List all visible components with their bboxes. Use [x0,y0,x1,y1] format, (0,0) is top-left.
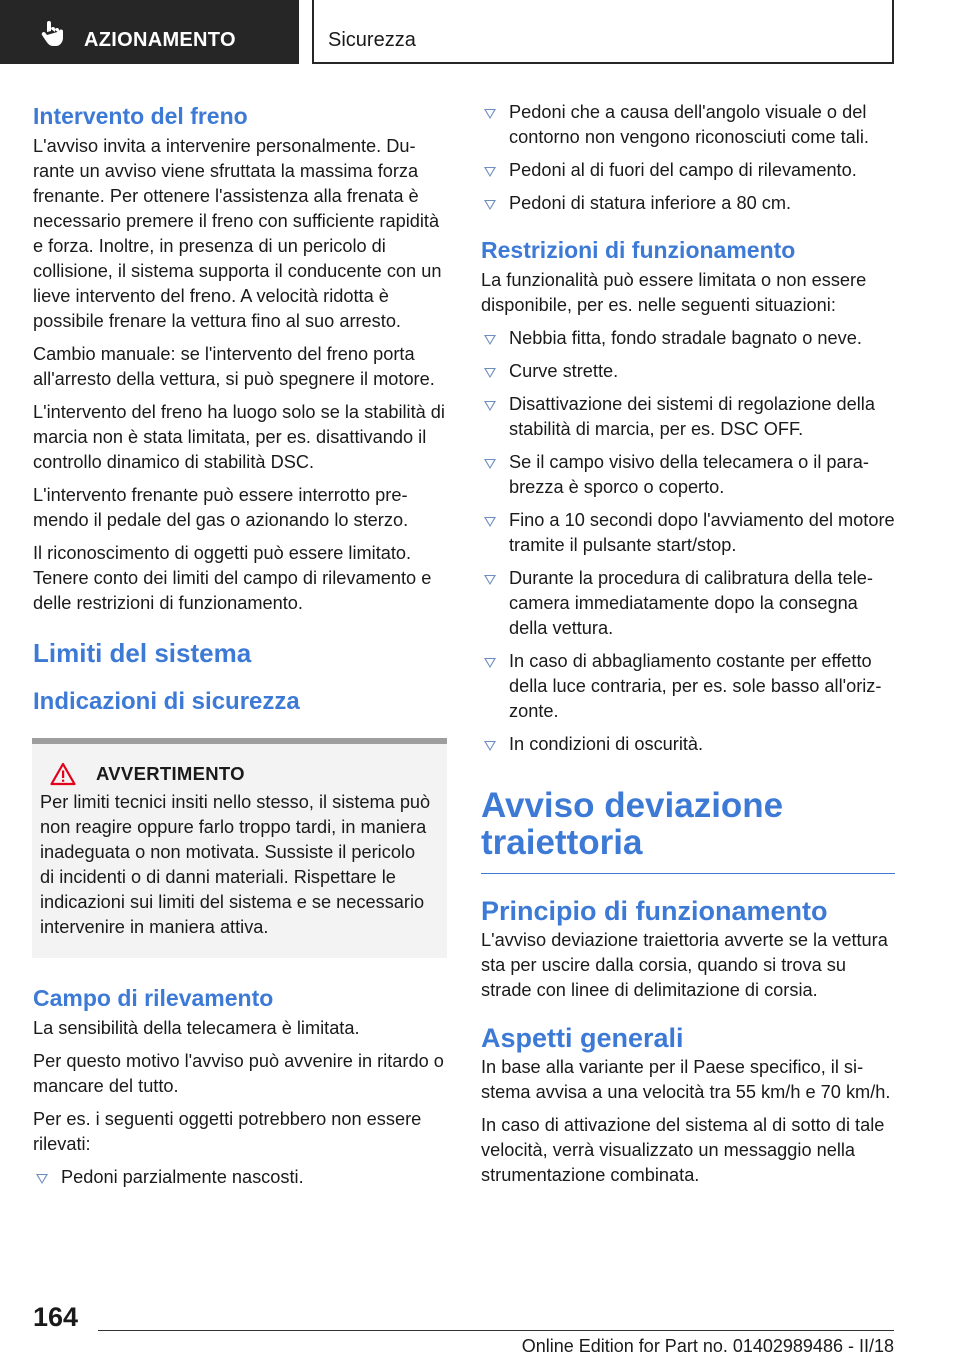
header-section-tab [0,0,299,64]
heading-restrizioni: Restrizioni di funzionamento [481,237,796,263]
paragraph: La sensibilità della telecamera è limitata. [33,1018,360,1038]
paragraph: Per questo motivo l'avviso può avvenire in ritardo o mancare del tutto. [33,1051,444,1096]
paragraph: In caso di attivazione del sistema al di sotto di tale velocità, verrà visualizzato un messaggio nella strumentazione combinata. [481,1115,885,1185]
warning-text: Per limiti tecnici insiti nello stesso, il sistema può non reagire oppure farlo troppo tardi, in maniera inadeguata o non motivata. Sussiste il pericolo di incidenti o di danni materiali. Rispettare le indicazioni sui limiti del sistema e se necessario intervenire in maniera attiva. [40,792,431,937]
hand-pointer-icon [40,19,66,47]
list-item: Se il campo visivo della telecamera o il parabrezza è sporco o coperto. [481,450,895,500]
list-item: Curve strette. [481,359,895,384]
page-number: 164 [33,1302,79,1332]
list-item: Pedoni parzialmente nascosti. [33,1165,447,1190]
paragraph: L'intervento frenante può essere interrotto premendo il pedale del gas o azionando lo sterzo. [33,485,409,530]
footer-rule [98,1330,894,1331]
heading-rule [481,873,895,874]
list-item: In condizioni di oscurità. [481,732,895,757]
paragraph: Cambio manuale: se l'intervento del freno porta all'arresto della vettura, si può spegnere il motore. [33,344,435,389]
heading-principio: Principio di funzionamento [481,896,828,926]
paragraph: Per es. i seguenti oggetti potrebbero non essere rilevati: [33,1109,422,1154]
bullet-triangle-icon [484,368,496,378]
list-item: Nebbia fitta, fondo stradale bagnato o neve. [481,326,895,351]
paragraph: Il riconoscimento di oggetti può essere limitato. Tenere conto dei limiti del campo di rilevamento e delle restrizioni di funzionamento. [33,543,432,613]
bullet-triangle-icon [484,109,496,119]
paragraph: La funzionalità può essere limitata o non essere disponibile, per es. nelle seguenti situazioni: [481,270,867,315]
paragraph: In base alla variante per il Paese specifico, il sistema avvisa a una velocità tra 55 km/h e 70 km/h. [481,1057,891,1102]
paragraph: L'avviso invita a intervenire personalmente. Durante un avviso viene sfruttata la massima forza frenante. Per ottenere l'assistenza alla frenata è necessario premere il freno con sufficiente rapidità e forza. Inoltre, in presenza di un pericolo di collisione, il sistema supporta il conducente con un lieve intervento del freno. A velocità ridotta è possibile frenare la vettura fino al suo arresto. [33,136,442,331]
bullet-triangle-icon [484,401,496,411]
list-item: Disattivazione dei sistemi di regolazione della stabilità di marcia, per es. DSC OFF. [481,392,895,442]
bullet-list [481,100,895,216]
bullet-triangle-icon [484,658,496,668]
bullet-list [33,1165,447,1190]
footer-edition: Online Edition for Part no. 01402989486 - II/18 [521,1336,894,1356]
list-item: Pedoni al di fuori del campo di rilevamento. [481,158,895,183]
warning-box [32,738,447,958]
bullet-triangle-icon [36,1174,48,1184]
paragraph: L'avviso deviazione traiettoria avverte se la vettura sta per uscire dalla corsia, quando si trova su strade con linee di delimitazione di corsia. [481,930,888,1000]
heading-campo-rilevamento: Campo di rilevamento [33,985,274,1011]
warning-triangle-icon [50,762,76,786]
left-column [33,100,447,1198]
bullet-triangle-icon [484,459,496,469]
heading-avviso-deviazione: Avviso deviazione traiettoria [481,786,784,862]
bullet-triangle-icon [484,575,496,585]
warning-title: AVVERTIMENTO [96,763,245,784]
list-item: Durante la procedura di calibratura della telecamera immediatamente dopo la consegna della vettura. [481,566,895,641]
right-column [481,100,895,1196]
header-chapter-title: Sicurezza [328,29,416,51]
warning-header [40,762,433,786]
heading-limiti-sistema: Limiti del sistema [33,638,252,668]
list-item: Fino a 10 secondi dopo l'avviamento del motore tramite il pulsante start/stop. [481,508,895,558]
bullet-triangle-icon [484,167,496,177]
header-section-title: AZIONAMENTO [84,29,236,51]
heading-indicazioni-sicurezza: Indicazioni di sicurezza [33,688,300,715]
header-chapter-box [312,0,894,64]
bullet-triangle-icon [484,335,496,345]
bullet-triangle-icon [484,200,496,210]
paragraph: L'intervento del freno ha luogo solo se la stabilità di marcia non è stata limitata, per es. disattivando il controllo dinamico di stabilità DSC. [33,402,445,472]
list-item: In caso di abbagliamento costante per effetto della luce contraria, per es. sole basso all'orizzonte. [481,649,895,724]
bullet-triangle-icon [484,741,496,751]
list-item: Pedoni di statura inferiore a 80 cm. [481,191,895,216]
bullet-list [481,326,895,757]
list-item: Pedoni che a causa dell'angolo visuale o del contorno non vengono riconosciuti come tali. [481,100,895,150]
bullet-triangle-icon [484,517,496,527]
heading-intervento-freno: Intervento del freno [33,103,248,129]
heading-aspetti-generali: Aspetti generali [481,1023,684,1053]
